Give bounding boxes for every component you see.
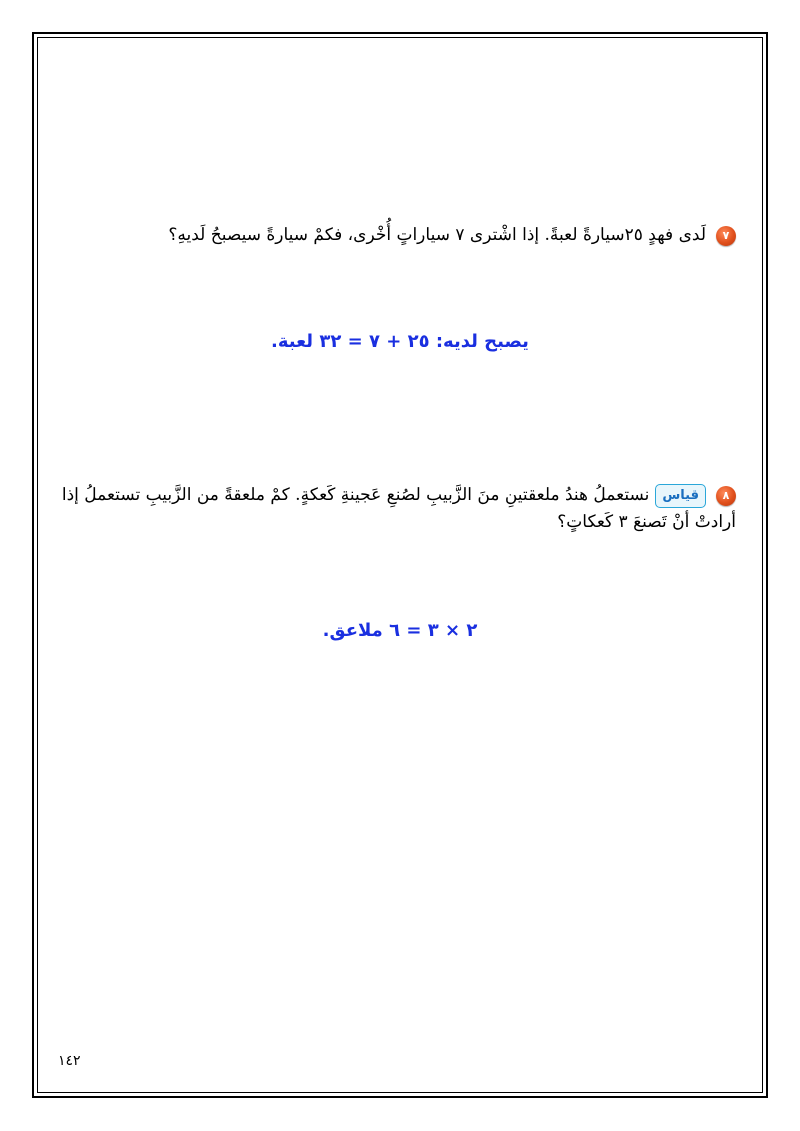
question-number-badge: ٨ [716,486,736,506]
answer-8: ٢ × ٣ = ٦ ملاعق. [322,620,478,641]
answer-7: يصبح لديه: ٢٥ + ٧ = ٣٢ لعبة. [271,331,529,352]
question-text: لَدى فهدٍ ٢٥سيارةً لعبةً. إذا اشْترى ٧ سياراتٍ أُخْرى، فكمْ سيارةً سيصبحُ لَديهِ؟ [168,225,706,245]
page-border-inner [37,37,763,1093]
question-number-badge: ٧ [716,226,736,246]
question-8 [56,482,736,536]
question-7 [56,222,736,249]
measurement-tag: قياس [655,484,706,508]
question-text: نستعملُ هندُ ملعقتينِ منَ الزَّبيبِ لصُنعِ عَجينةِ كَعكةٍ. كمْ ملعقةً من الزَّبيبِ تستعملُ إذا أرادتْ أنْ تَصنعَ ٣ كَعكاتٍ؟ [61,485,736,532]
page-number: ١٤٢ [58,1053,81,1069]
